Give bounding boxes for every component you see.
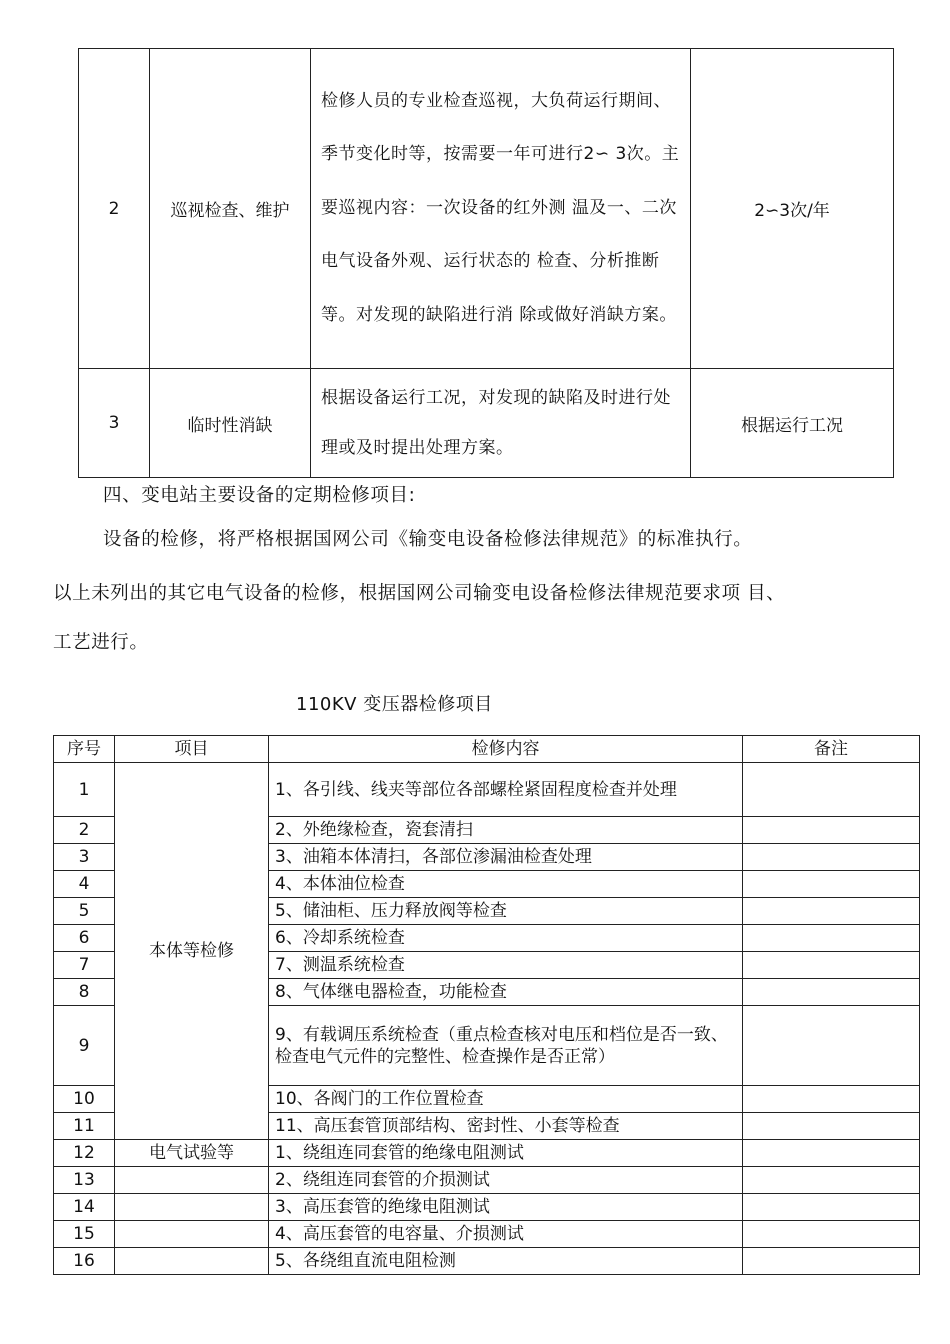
- maintenance-cycle-table: [78, 48, 894, 478]
- row-remark: [743, 1248, 920, 1275]
- row-number: 4: [54, 871, 115, 898]
- row-number: 3: [79, 369, 150, 478]
- table-header-row: [54, 736, 920, 763]
- row-remark: [743, 925, 920, 952]
- row-number: 9: [54, 1006, 115, 1086]
- row-number: 10: [54, 1086, 115, 1113]
- row-remark: [743, 952, 920, 979]
- row-content: 6、冷却系统检查: [269, 925, 743, 952]
- row-item: 巡视检查、维护: [150, 49, 311, 369]
- group-label: 本体等检修: [115, 763, 269, 1140]
- row-content: 1、各引线、线夹等部位各部螺栓紧固程度检查并处理: [269, 763, 743, 817]
- row-remark: [743, 898, 920, 925]
- table-row: [54, 1221, 920, 1248]
- group-label: 电气试验等: [115, 1140, 269, 1167]
- row-content: 检修人员的专业检查巡视，大负荷运行期间、季节变化时等，按需要一年可进行2∽ 3次。主要巡视内容：一次设备的红外测 温及一、二次电气设备外观、运行状态的 检查、分析推断等。对发现的缺陷进行消 除或做好消缺方案。: [311, 49, 691, 369]
- table-row: [54, 763, 920, 817]
- row-remark: [743, 1140, 920, 1167]
- row-number: 7: [54, 952, 115, 979]
- row-number: 14: [54, 1194, 115, 1221]
- row-item: 临时性消缺: [150, 369, 311, 478]
- row-remark: [743, 1167, 920, 1194]
- row-content: 2、绕组连同套管的介损测试: [269, 1167, 743, 1194]
- row-cycle: 根据运行工况: [691, 369, 894, 478]
- row-remark: [743, 1221, 920, 1248]
- row-content: 1、绕组连同套管的绝缘电阻测试: [269, 1140, 743, 1167]
- row-number: 1: [54, 763, 115, 817]
- table-row: [79, 369, 894, 478]
- row-content: 7、测温系统检查: [269, 952, 743, 979]
- paragraph: 设备的检修，将严格根据国网公司《输变电设备检修法律规范》的标准执行。: [103, 529, 753, 550]
- row-content: 2、外绝缘检查，瓷套清扫: [269, 817, 743, 844]
- row-remark: [743, 763, 920, 817]
- row-remark: [743, 844, 920, 871]
- row-number: 2: [79, 49, 150, 369]
- row-content: 3、油箱本体清扫，各部位渗漏油检查处理: [269, 844, 743, 871]
- paragraph: 以上未列出的其它电气设备的检修，根据国网公司输变电设备检修法律规范要求项 目、: [53, 583, 786, 604]
- row-number: 2: [54, 817, 115, 844]
- section-heading: 四、变电站主要设备的定期检修项目:: [103, 485, 416, 506]
- row-remark: [743, 1113, 920, 1140]
- table-row: [54, 1194, 920, 1221]
- row-number: 16: [54, 1248, 115, 1275]
- paragraph: 工艺进行。: [53, 632, 149, 653]
- row-content: 5、储油柜、压力释放阀等检查: [269, 898, 743, 925]
- row-content: 10、各阀门的工作位置检查: [269, 1086, 743, 1113]
- table-row: [54, 1167, 920, 1194]
- row-number: 3: [54, 844, 115, 871]
- row-number: 13: [54, 1167, 115, 1194]
- row-cycle: 2∽3次/年: [691, 49, 894, 369]
- row-number: 8: [54, 979, 115, 1006]
- row-remark: [743, 1006, 920, 1086]
- row-remark: [743, 871, 920, 898]
- row-item: [115, 1248, 269, 1275]
- header-content: 检修内容: [269, 736, 743, 763]
- row-content: 3、高压套管的绝缘电阻测试: [269, 1194, 743, 1221]
- row-content: 根据设备运行工况，对发现的缺陷及时进行处理或及时提出处理方案。: [311, 369, 691, 478]
- row-content: 4、本体油位检查: [269, 871, 743, 898]
- row-remark: [743, 979, 920, 1006]
- row-content: 9、有载调压系统检查（重点检查核对电压和档位是否一致、检查电气元件的完整性、检查操作是否正常）: [269, 1006, 743, 1086]
- row-number: 6: [54, 925, 115, 952]
- table-row: [54, 1140, 920, 1167]
- row-remark: [743, 1194, 920, 1221]
- row-number: 12: [54, 1140, 115, 1167]
- row-item: [115, 1167, 269, 1194]
- header-no: 序号: [54, 736, 115, 763]
- row-number: 11: [54, 1113, 115, 1140]
- row-item: [115, 1194, 269, 1221]
- row-number: 15: [54, 1221, 115, 1248]
- table-row: [54, 1248, 920, 1275]
- row-content: 11、高压套管顶部结构、密封性、小套等检查: [269, 1113, 743, 1140]
- transformer-maintenance-table: [53, 735, 920, 1275]
- row-remark: [743, 1086, 920, 1113]
- row-content: 5、各绕组直流电阻检测: [269, 1248, 743, 1275]
- header-item: 项目: [115, 736, 269, 763]
- row-item: [115, 1221, 269, 1248]
- table-row: [79, 49, 894, 369]
- row-remark: [743, 817, 920, 844]
- row-content: 8、气体继电器检查，功能检查: [269, 979, 743, 1006]
- row-content: 4、高压套管的电容量、介损测试: [269, 1221, 743, 1248]
- table-title: 110KV 变压器检修项目: [296, 694, 493, 715]
- row-number: 5: [54, 898, 115, 925]
- header-remark: 备注: [743, 736, 920, 763]
